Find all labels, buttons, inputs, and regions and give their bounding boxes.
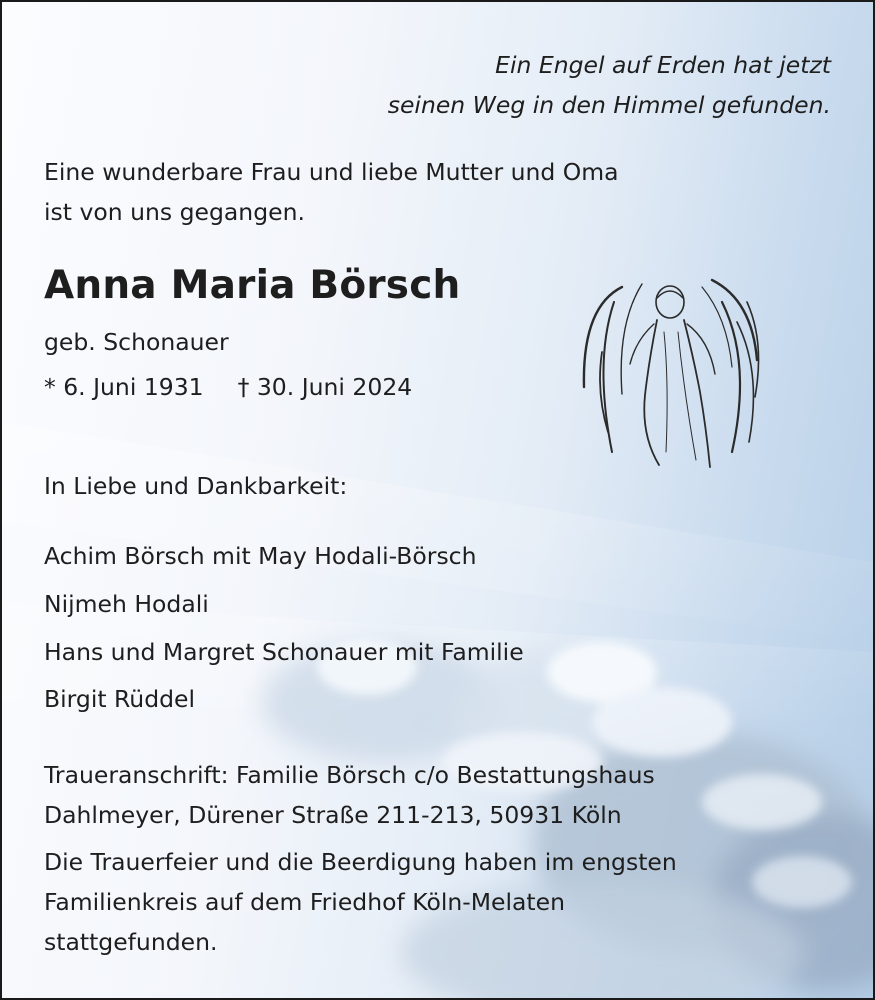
birth-date: * 6. Juni 1931: [44, 373, 204, 401]
life-dates: [44, 372, 412, 402]
death-date: † 30. Juni 2024: [237, 373, 413, 401]
intro-line-2: ist von uns gegangen.: [44, 198, 305, 226]
ceremony-line-2: Familienkreis auf dem Friedhof Köln-Melaten: [44, 888, 565, 916]
mourner-name: Nijmeh Hodali: [44, 589, 209, 618]
mourners-heading: In Liebe und Dankbarkeit:: [44, 472, 348, 500]
ceremony-line-3: stattgefunden.: [44, 928, 218, 956]
maiden-name: geb. Schonauer: [44, 328, 229, 356]
mourner-name: Achim Börsch mit May Hodali-Börsch: [44, 541, 477, 570]
deceased-name: Anna Maria Börsch: [44, 263, 461, 308]
intro-line-1: Eine wunderbare Frau und liebe Mutter und Oma: [44, 158, 619, 186]
mourner-name: Hans und Margret Schonauer mit Familie: [44, 637, 524, 666]
ceremony-line-1: Die Trauerfeier und die Beerdigung haben im engsten: [44, 848, 677, 876]
address-line-1: Traueranschrift: Familie Börsch c/o Bestattungshaus: [44, 761, 655, 789]
angel-sketch-icon: [584, 280, 759, 467]
mourner-name: Birgit Rüddel: [44, 684, 196, 713]
motto-line-2: seinen Weg in den Himmel gefunden.: [387, 91, 831, 119]
motto-line-1: Ein Engel auf Erden hat jetzt: [495, 51, 831, 79]
address-line-2: Dahlmeyer, Dürener Straße 211-213, 50931 Köln: [44, 801, 622, 829]
